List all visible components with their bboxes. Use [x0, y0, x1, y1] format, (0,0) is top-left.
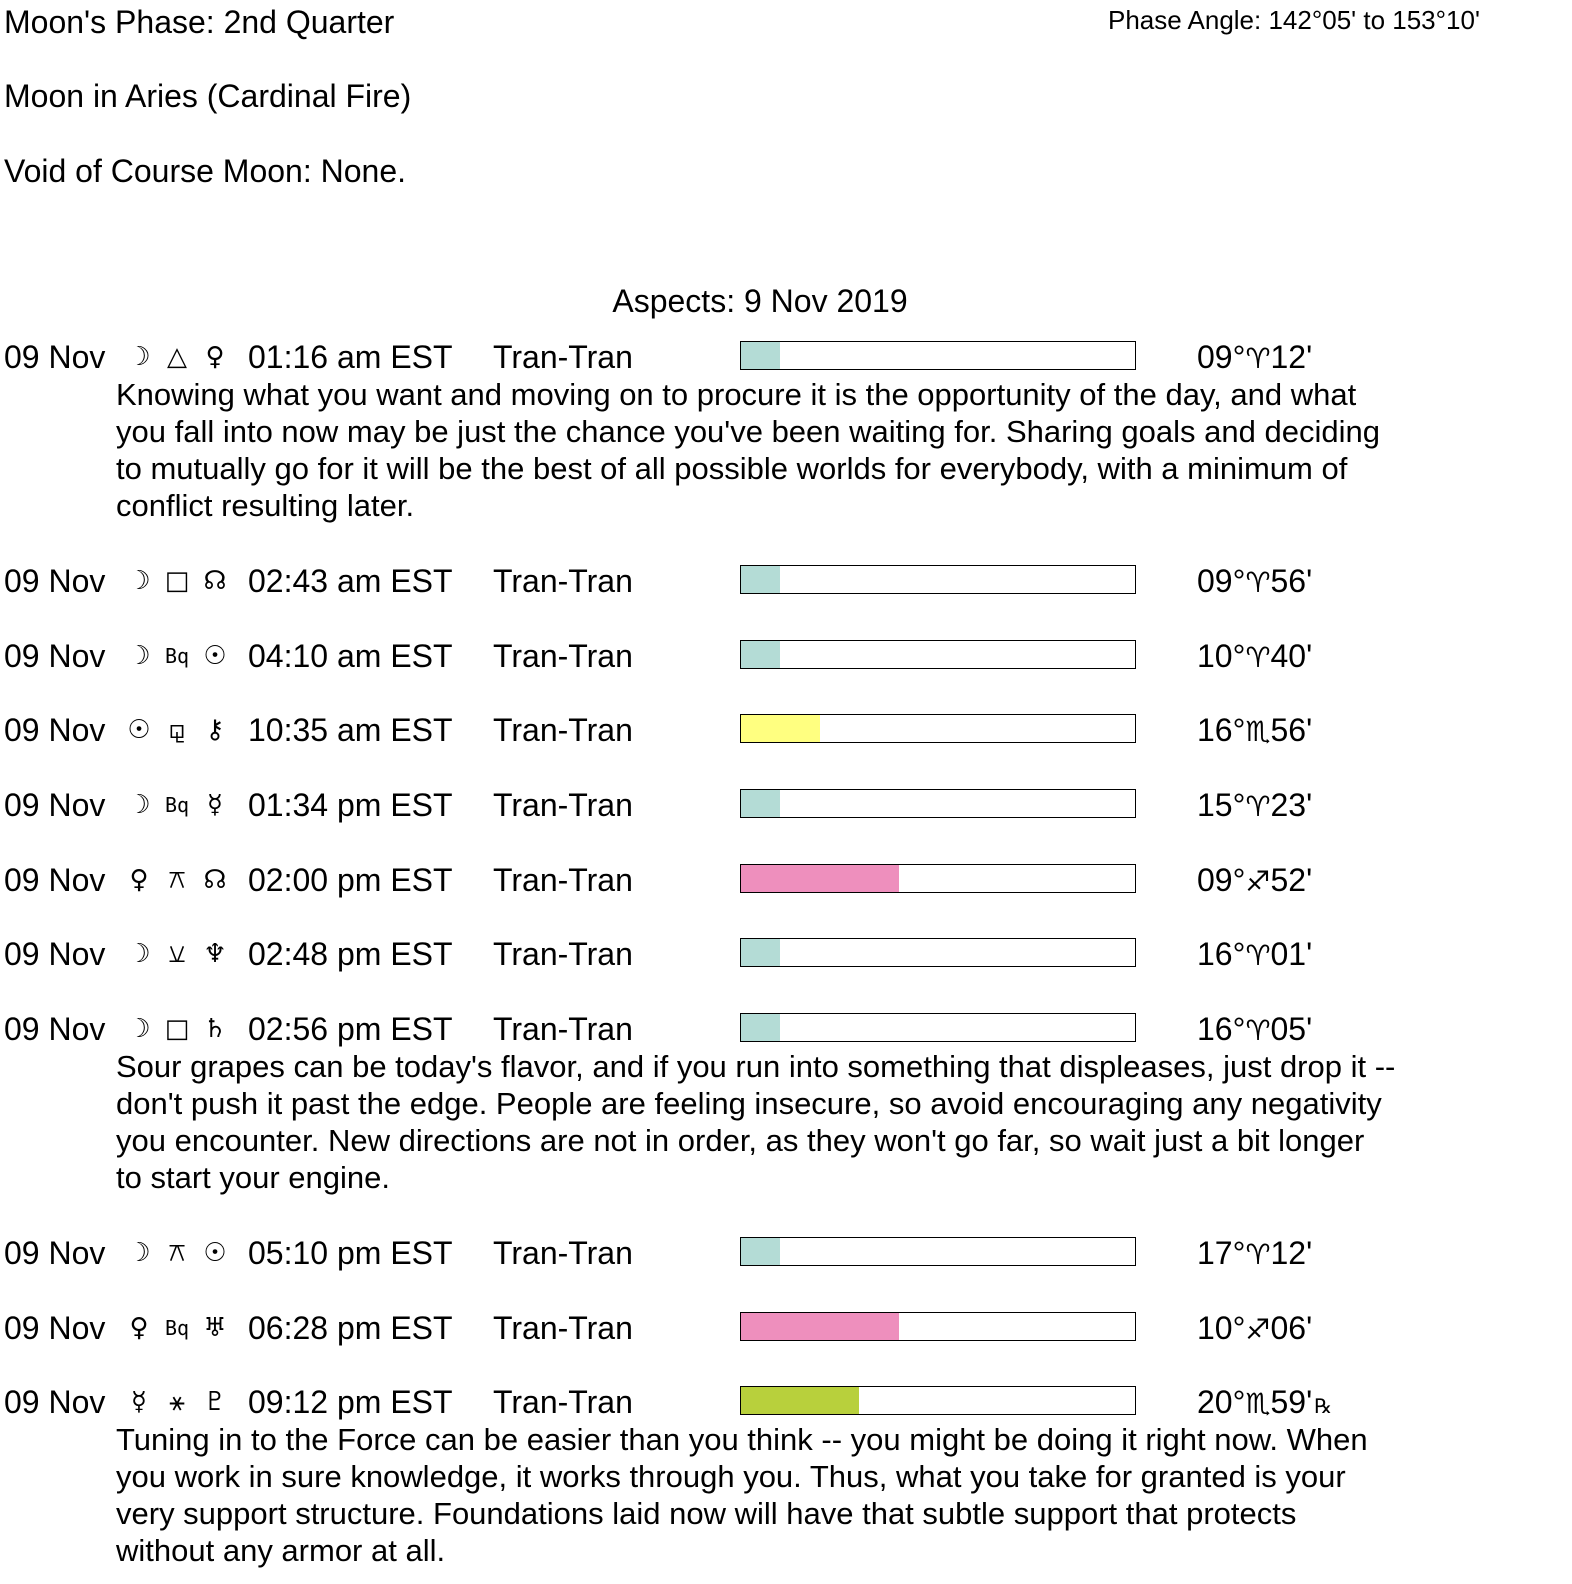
zodiac-sign-icon: ♈ [1245, 566, 1271, 599]
aspect-time: 02:00 pm EST [248, 862, 453, 898]
planet-1-icon: ☽ [127, 1014, 151, 1044]
aspect-description [116, 1048, 1516, 1196]
zodiac-position [1197, 861, 1312, 901]
zodiac-sign-icon: ♈ [1245, 790, 1271, 823]
aspect-row [0, 1309, 1572, 1349]
strength-bar-fill [741, 641, 780, 668]
aspect-row [0, 562, 1572, 602]
planet-1-icon: ☽ [127, 566, 151, 596]
aspect-date: 09 Nov [4, 638, 106, 674]
aspect-time: 02:43 am EST [248, 563, 453, 599]
position-degree: 16° [1197, 936, 1246, 972]
strength-bar-fill [741, 865, 899, 892]
planet-2-icon: ♅ [203, 1313, 227, 1343]
zodiac-sign-icon: ♈ [1245, 939, 1271, 972]
position-degree: 15° [1197, 787, 1246, 823]
planet-2-icon: ☊ [203, 865, 227, 895]
aspect-type: Tran-Tran [493, 862, 633, 898]
aspect-time: 09:12 pm EST [248, 1384, 453, 1420]
description-line: to start your engine. [116, 1160, 390, 1195]
aspect-icon: ⚼ [168, 715, 186, 745]
description-line: without any armor at all. [116, 1533, 446, 1568]
strength-bar [740, 1312, 1136, 1341]
position-degree: 09° [1197, 563, 1246, 599]
planet-2-icon: ⚷ [205, 715, 225, 745]
planet-1-icon: ☽ [127, 641, 151, 671]
strength-bar [740, 341, 1136, 370]
planet-2-icon: ☿ [207, 790, 223, 820]
aspect-row [0, 637, 1572, 677]
planet-2-icon: ☊ [203, 566, 227, 596]
position-degree: 16° [1197, 712, 1246, 748]
description-line: Tuning in to the Force can be easier than you think -- you might be doing it right now. When [116, 1422, 1368, 1457]
aspect-type: Tran-Tran [493, 787, 633, 823]
aspect-time: 10:35 am EST [248, 712, 453, 748]
aspect-time: 05:10 pm EST [248, 1235, 453, 1271]
aspect-row [0, 1383, 1572, 1423]
aspect-icon: □ [164, 566, 190, 596]
zodiac-position [1197, 562, 1312, 602]
zodiac-sign-icon: ♈ [1245, 641, 1271, 674]
aspect-description [116, 376, 1516, 524]
strength-bar [740, 1237, 1136, 1266]
zodiac-sign-icon: ♐ [1245, 865, 1271, 898]
zodiac-position [1197, 711, 1312, 751]
aspect-date: 09 Nov [4, 339, 106, 375]
aspect-icon: Bq [164, 1316, 190, 1340]
zodiac-position [1197, 1010, 1312, 1050]
moon-phase: Moon's Phase: 2nd Quarter [4, 4, 395, 40]
zodiac-position [1197, 637, 1312, 677]
position-degree: 10° [1197, 1310, 1246, 1346]
planet-1-icon: ♀ [129, 1313, 149, 1343]
position-minutes: 23' [1270, 787, 1313, 823]
strength-bar-fill [741, 566, 780, 593]
planet-2-icon: ☉ [203, 641, 227, 671]
aspect-icon: ⚹ [169, 1387, 185, 1417]
aspect-time: 02:56 pm EST [248, 1011, 453, 1047]
planet-2-icon: ♆ [203, 939, 227, 969]
aspect-time: 06:28 pm EST [248, 1310, 453, 1346]
aspect-row [0, 935, 1572, 975]
strength-bar [740, 864, 1136, 893]
planet-1-icon: ☽ [127, 939, 151, 969]
planet-2-icon: ☉ [203, 1238, 227, 1268]
aspect-type: Tran-Tran [493, 1310, 633, 1346]
description-line: Sour grapes can be today's flavor, and if you run into something that displeases, just drop it -- [116, 1049, 1396, 1084]
position-minutes: 56' [1270, 563, 1313, 599]
zodiac-sign-icon: ♐ [1245, 1313, 1271, 1346]
strength-bar [740, 565, 1136, 594]
zodiac-position [1197, 1234, 1312, 1274]
position-minutes: 01' [1270, 936, 1313, 972]
aspect-description [116, 1421, 1516, 1569]
zodiac-sign-icon: ♏ [1245, 1387, 1271, 1420]
strength-bar-fill [741, 790, 780, 817]
zodiac-sign-icon: ♈ [1245, 1014, 1271, 1047]
aspect-date: 09 Nov [4, 1384, 106, 1420]
aspect-row [0, 786, 1572, 826]
strength-bar [740, 640, 1136, 669]
aspect-type: Tran-Tran [493, 712, 633, 748]
position-minutes: 06' [1270, 1310, 1313, 1346]
aspect-date: 09 Nov [4, 862, 106, 898]
aspect-date: 09 Nov [4, 563, 106, 599]
aspect-icon: ⚺ [168, 939, 186, 969]
position-minutes: 40' [1270, 638, 1313, 674]
zodiac-position [1197, 338, 1312, 378]
aspect-icon: □ [164, 1014, 190, 1044]
aspect-icon: ⚻ [168, 865, 186, 895]
planet-2-icon: ♇ [203, 1387, 227, 1417]
position-minutes: 52' [1270, 862, 1313, 898]
zodiac-sign-icon: ♏ [1245, 715, 1271, 748]
aspect-date: 09 Nov [4, 1235, 106, 1271]
aspect-date: 09 Nov [4, 1310, 106, 1346]
description-line: you work in sure knowledge, it works through you. Thus, what you take for granted is your [116, 1459, 1346, 1494]
aspect-date: 09 Nov [4, 712, 106, 748]
aspect-time: 01:34 pm EST [248, 787, 453, 823]
description-line: Knowing what you want and moving on to procure it is the opportunity of the day, and what [116, 377, 1357, 412]
position-degree: 16° [1197, 1011, 1246, 1047]
position-minutes: 12' [1270, 1235, 1313, 1271]
aspect-type: Tran-Tran [493, 339, 633, 375]
planet-2-icon: ♄ [203, 1014, 227, 1044]
zodiac-sign-icon: ♈ [1245, 342, 1271, 375]
description-line: to mutually go for it will be the best of all possible worlds for everybody, with a minimum of [116, 451, 1348, 486]
aspects-title: Aspects: 9 Nov 2019 [612, 283, 908, 319]
strength-bar-fill [741, 715, 820, 742]
aspect-icon: Bq [164, 644, 190, 668]
description-line: you encounter. New directions are not in order, as they won't go far, so wait just a bit longer [116, 1123, 1365, 1158]
description-line: you fall into now may be just the chance you've been waiting for. Sharing goals and deciding [116, 414, 1380, 449]
description-line: conflict resulting later. [116, 488, 415, 523]
description-line: don't push it past the edge. People are feeling insecure, so avoid encouraging any negativity [116, 1086, 1382, 1121]
aspect-type: Tran-Tran [493, 563, 633, 599]
position-minutes: 05' [1270, 1011, 1313, 1047]
aspect-time: 04:10 am EST [248, 638, 453, 674]
planet-1-icon: ☿ [131, 1387, 147, 1417]
strength-bar-fill [741, 1387, 859, 1414]
aspect-date: 09 Nov [4, 1011, 106, 1047]
aspect-type: Tran-Tran [493, 1384, 633, 1420]
planet-2-icon: ♀ [205, 342, 225, 372]
strength-bar-fill [741, 939, 780, 966]
strength-bar-fill [741, 342, 780, 369]
planet-1-icon: ☽ [127, 342, 151, 372]
aspect-icon: ⚻ [168, 1238, 186, 1268]
aspect-icon: Bq [164, 793, 190, 817]
aspect-row [0, 711, 1572, 751]
void-of-course: Void of Course Moon: None. [4, 153, 407, 189]
aspect-time: 02:48 pm EST [248, 936, 453, 972]
aspect-date: 09 Nov [4, 787, 106, 823]
planet-1-icon: ♀ [129, 865, 149, 895]
planet-1-icon: ☽ [127, 1238, 151, 1268]
zodiac-position [1197, 786, 1312, 826]
strength-bar [740, 714, 1136, 743]
strength-bar-fill [741, 1238, 780, 1265]
position-degree: 17° [1197, 1235, 1246, 1271]
description-line: very support structure. Foundations laid now will have that subtle support that protects [116, 1496, 1297, 1531]
strength-bar-fill [741, 1313, 899, 1340]
position-minutes: 59' [1270, 1384, 1313, 1420]
aspect-row [0, 338, 1572, 378]
zodiac-sign-icon: ♈ [1245, 1238, 1271, 1271]
aspect-row [0, 1234, 1572, 1274]
zodiac-position [1197, 1309, 1312, 1349]
aspect-row [0, 861, 1572, 901]
strength-bar [740, 938, 1136, 967]
zodiac-position [1197, 1383, 1332, 1425]
aspect-type: Tran-Tran [493, 1011, 633, 1047]
position-degree: 10° [1197, 638, 1246, 674]
moon-sign: Moon in Aries (Cardinal Fire) [4, 78, 412, 114]
aspect-row [0, 1010, 1572, 1050]
aspect-type: Tran-Tran [493, 1235, 633, 1271]
position-minutes: 12' [1270, 339, 1313, 375]
aspect-date: 09 Nov [4, 936, 106, 972]
position-degree: 09° [1197, 339, 1246, 375]
zodiac-position [1197, 935, 1312, 975]
strength-bar [740, 1386, 1136, 1415]
aspect-icon: △ [167, 342, 187, 372]
strength-bar [740, 789, 1136, 818]
retrograde-icon: ℞ [1314, 1394, 1333, 1418]
aspect-time: 01:16 am EST [248, 339, 453, 375]
aspect-type: Tran-Tran [493, 936, 633, 972]
planet-1-icon: ☉ [127, 715, 151, 745]
position-minutes: 56' [1270, 712, 1313, 748]
position-degree: 09° [1197, 862, 1246, 898]
position-degree: 20° [1197, 1384, 1246, 1420]
strength-bar [740, 1013, 1136, 1042]
strength-bar-fill [741, 1014, 780, 1041]
aspect-type: Tran-Tran [493, 638, 633, 674]
planet-1-icon: ☽ [127, 790, 151, 820]
phase-angle: Phase Angle: 142°05' to 153°10' [1108, 5, 1480, 35]
